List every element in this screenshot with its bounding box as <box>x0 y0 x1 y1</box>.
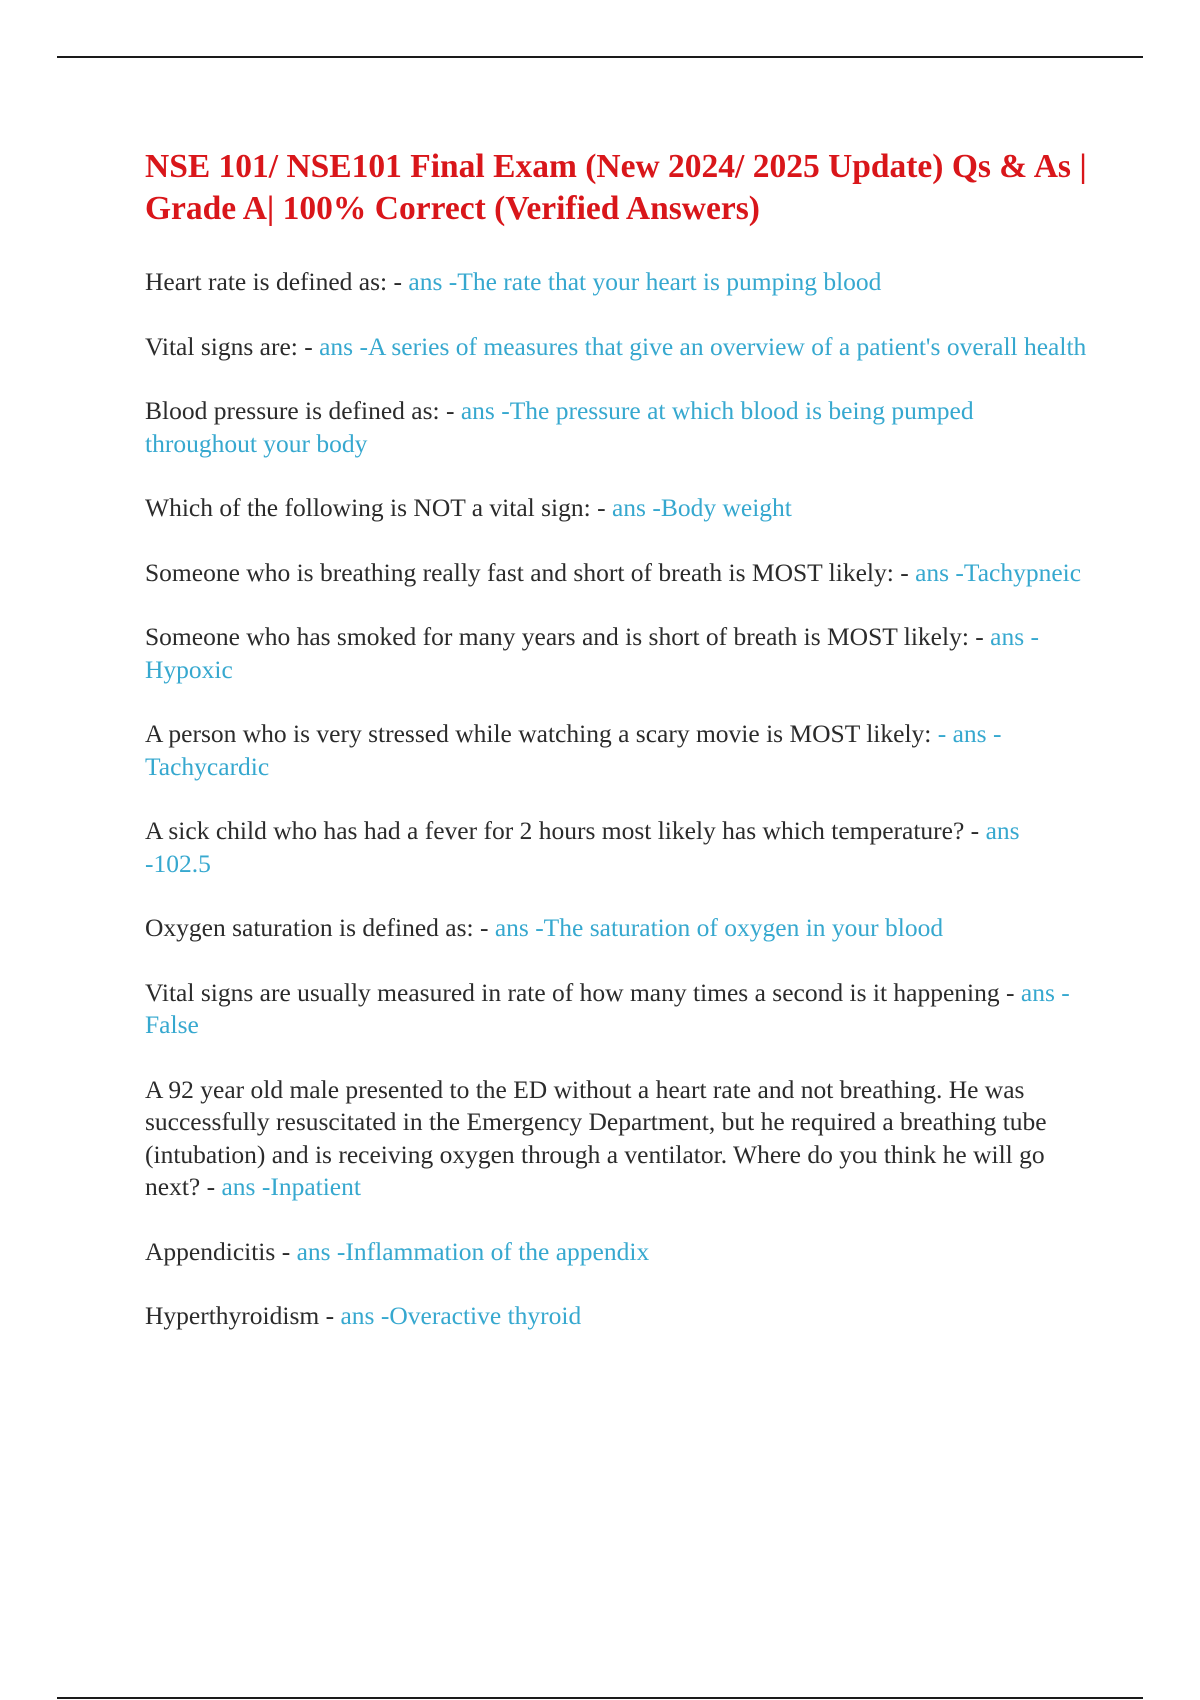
qa-item <box>145 557 1090 590</box>
answer-text: ans -Overactive thyroid <box>340 1301 582 1330</box>
answer-text: ans -The saturation of oxygen in your blood <box>494 913 944 942</box>
qa-item <box>145 395 1090 460</box>
header-rule <box>57 56 1143 58</box>
question-text: A sick child who has had a fever for 2 hours most likely has which temperature? - <box>145 816 986 845</box>
qa-item <box>145 1236 1090 1269</box>
answer-text: ans -Inpatient <box>221 1172 361 1201</box>
qa-item <box>145 621 1090 686</box>
answer-text: ans -A series of measures that give an overview of a patient's overall health <box>319 331 1087 361</box>
qa-item <box>145 331 1090 364</box>
question-text: A 92 year old male presented to the ED without a heart rate and not breathing. He was successfully resuscitated in the Emergency Department, but he required a breathing tube (intubation) and is receiving oxygen through a ventilator. Where do you think he will go next? - <box>145 1074 1047 1201</box>
qa-item <box>145 977 1090 1042</box>
question-text: Someone who is breathing really fast and short of breath is MOST likely: - <box>145 557 916 587</box>
question-text: Vital signs are usually measured in rate of how many times a second is it happening - <box>145 977 1021 1007</box>
qa-item <box>145 266 1090 299</box>
question-text: Vital signs are: - <box>145 331 320 361</box>
document-title: NSE 101/ NSE101 Final Exam (New 2024/ 2025 Update) Qs & As | Grade A| 100% Correct (Verified Answers) <box>145 148 1087 227</box>
answer-text: ans -102.5 <box>145 816 1020 878</box>
answer-text: ans -Inflammation of the appendix <box>296 1236 650 1266</box>
question-text: Heart rate is defined as: - <box>145 267 409 296</box>
qa-item <box>145 912 1090 945</box>
qa-item <box>145 1300 1090 1333</box>
qa-item <box>145 492 1090 525</box>
question-text: Appendicitis - <box>145 1236 297 1266</box>
qa-item <box>145 815 1090 880</box>
question-text: Someone who has smoked for many years and is short of breath is MOST likely: - <box>145 622 991 651</box>
question-text: Oxygen saturation is defined as: - <box>145 913 495 942</box>
answer-text: ans -The rate that your heart is pumping blood <box>408 267 882 296</box>
answer-text: ans -The pressure at which blood is being pumped throughout your body <box>145 396 974 458</box>
answer-text: ans -False <box>145 977 1070 1039</box>
answer-text: - ans -Tachycardic <box>145 719 1002 781</box>
answer-text: ans -Hypoxic <box>145 622 1040 684</box>
answer-text: ans -Body weight <box>611 493 792 522</box>
qa-item <box>145 718 1090 783</box>
document-body <box>145 146 1090 1365</box>
answer-text: ans -Tachypneic <box>915 557 1082 587</box>
question-text: Blood pressure is defined as: - <box>145 396 461 425</box>
footer-rule <box>57 1697 1143 1699</box>
qa-item <box>145 1074 1090 1204</box>
question-text: A person who is very stressed while watching a scary movie is MOST likely: <box>145 719 938 748</box>
question-text: Which of the following is NOT a vital sign: - <box>145 493 612 522</box>
question-text: Hyperthyroidism - <box>145 1301 341 1330</box>
